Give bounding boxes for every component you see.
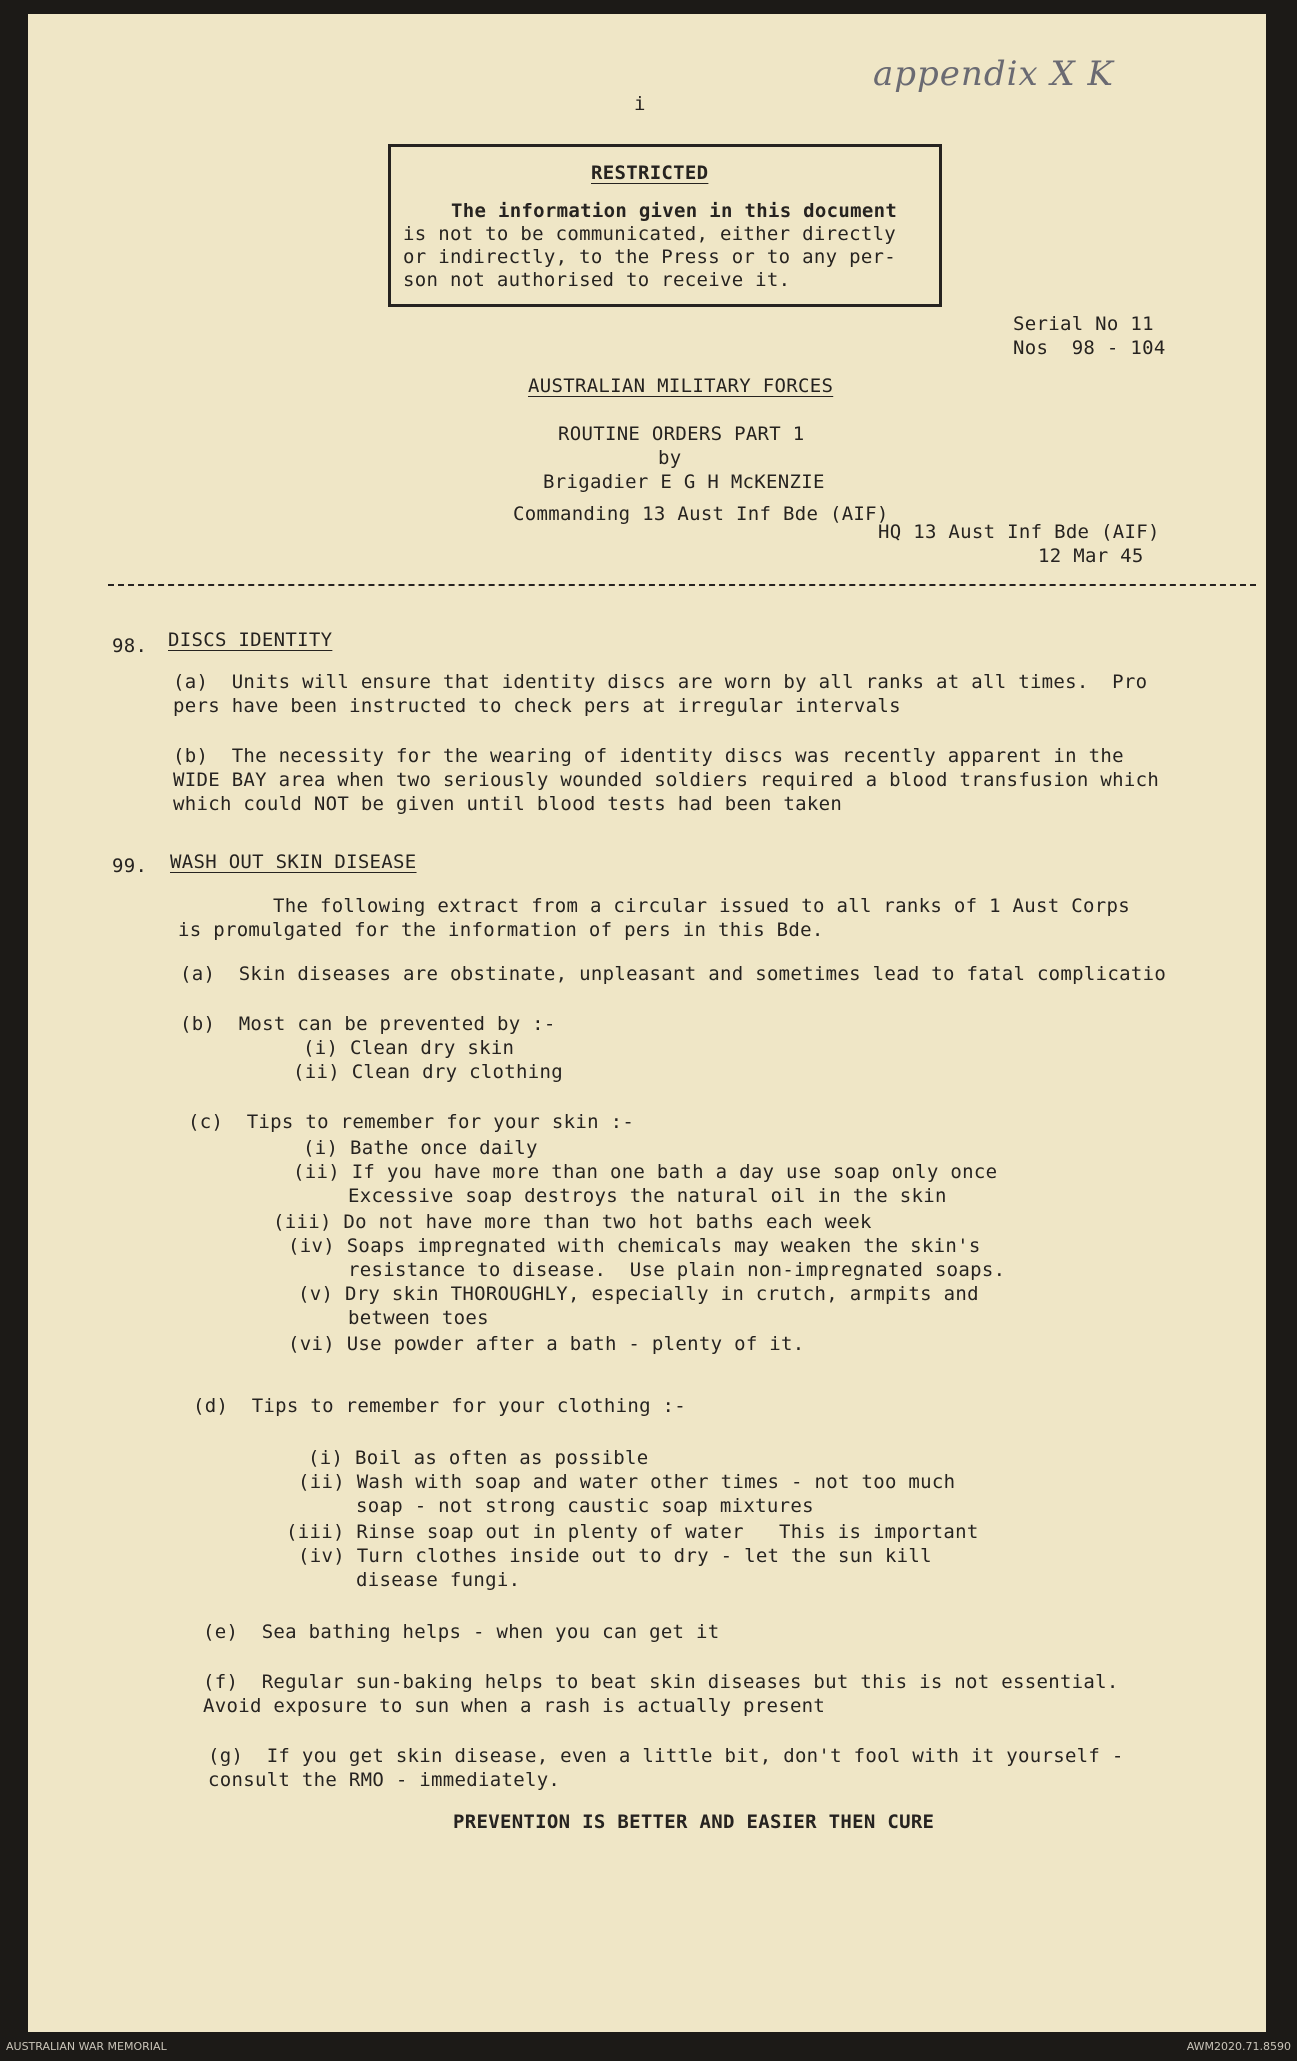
- sub-item: (ii) If you have more than one bath a day use soap only once: [293, 1161, 998, 1183]
- item-c: (c) Tips to remember for your skin :-: [188, 1111, 635, 1133]
- order-number: 99.: [112, 855, 148, 877]
- sub-item: (vi) Use powder after a bath - plenty of it.: [288, 1333, 805, 1355]
- by-line: by: [658, 447, 682, 469]
- sub-item: (v) Dry skin THOROUGHLY, especially in crutch, armpits and: [298, 1283, 979, 1305]
- sub-item: (i) Bathe once daily: [303, 1137, 538, 1159]
- sub-item: (i) Clean dry skin: [303, 1037, 515, 1059]
- hq-location: HQ 13 Aust Inf Bde (AIF): [878, 521, 1160, 543]
- sub-item: (iii) Rinse soap out in plenty of water This is important: [286, 1521, 979, 1543]
- sub-item-continuation: disease fungi.: [356, 1569, 521, 1591]
- intro-line: The following extract from a circular issued to all ranks of 1 Aust Corps: [273, 895, 1130, 917]
- item-f-continuation: Avoid exposure to sun when a rash is actually present: [203, 1695, 826, 1717]
- sub-item-continuation: soap - not strong caustic soap mixtures: [356, 1495, 814, 1517]
- document-title: ROUTINE ORDERS PART 1: [558, 423, 805, 445]
- item-d: (d) Tips to remember for your clothing :-: [193, 1395, 687, 1417]
- command-line: Commanding 13 Aust Inf Bde (AIF): [513, 503, 889, 525]
- sub-item: (i) Boil as often as possible: [308, 1447, 649, 1469]
- handwritten-annotation: appendix X K: [873, 54, 1114, 94]
- order-line: which could NOT be given until blood tests had been taken: [173, 793, 843, 815]
- item-g-continuation: consult the RMO - immediately.: [208, 1769, 561, 1791]
- order-line: WIDE BAY area when two seriously wounded soldiers required a blood transfusion which: [173, 769, 1160, 791]
- document-page: [28, 14, 1266, 2032]
- sub-item: (iv) Soaps impregnated with chemicals may weaken the skin's: [288, 1235, 981, 1257]
- sub-item: (iii) Do not have more than two hot baths each week: [273, 1211, 872, 1233]
- order-line: pers have been instructed to check pers at irregular intervals: [173, 695, 901, 717]
- closing-line: PREVENTION IS BETTER AND EASIER THEN CURE: [453, 1811, 935, 1833]
- order-line: (a) Units will ensure that identity discs are worn by all ranks at all times. Pro: [173, 671, 1148, 693]
- archive-footer: [0, 2033, 1297, 2061]
- serial-number: Serial No 11: [1013, 313, 1154, 335]
- restricted-heading: RESTRICTED: [591, 162, 709, 184]
- sub-item-continuation: Excessive soap destroys the natural oil in the skin: [348, 1185, 947, 1207]
- restricted-line: son not authorised to receive it.: [403, 269, 791, 291]
- item-a: (a) Skin diseases are obstinate, unpleasant and sometimes lead to fatal complicatio: [180, 963, 1167, 985]
- sub-item: (iv) Turn clothes inside out to dry - let the sun kill: [298, 1545, 932, 1567]
- sub-item-continuation: between toes: [348, 1307, 489, 1329]
- sub-item: (ii) Clean dry clothing: [293, 1061, 563, 1083]
- item-f: (f) Regular sun-baking helps to beat skin diseases but this is not essential.: [203, 1671, 1119, 1693]
- order-numbers: Nos 98 - 104: [1013, 337, 1166, 359]
- org-heading: AUSTRALIAN MILITARY FORCES: [528, 375, 834, 397]
- item-e: (e) Sea bathing helps - when you can get it: [203, 1621, 720, 1643]
- header-divider: [108, 584, 1256, 586]
- order-title: WASH OUT SKIN DISEASE: [170, 851, 417, 873]
- restricted-line: is not to be communicated, either directly: [403, 223, 897, 245]
- item-g: (g) If you get skin disease, even a little bit, don't fool with it yourself -: [208, 1745, 1124, 1767]
- restricted-line: or indirectly, to the Press or to any per-: [403, 246, 897, 268]
- order-line: (b) The necessity for the wearing of identity discs was recently apparent in the: [173, 745, 1124, 767]
- order-number: 98.: [112, 635, 148, 657]
- catalogue-number: AWM2020.71.8590: [1186, 2040, 1291, 2053]
- officer-name: Brigadier E G H McKENZIE: [543, 471, 825, 493]
- archive-name: AUSTRALIAN WAR MEMORIAL: [6, 2040, 167, 2053]
- order-title: DISCS IDENTITY: [168, 629, 333, 651]
- restricted-line: The information given in this document: [451, 200, 898, 222]
- sub-item-continuation: resistance to disease. Use plain non-impregnated soaps.: [348, 1259, 1006, 1281]
- restricted-notice: [388, 144, 942, 307]
- issue-date: 12 Mar 45: [1038, 545, 1144, 567]
- page-mark: i: [634, 93, 646, 115]
- sub-item: (ii) Wash with soap and water other times - not too much: [298, 1471, 956, 1493]
- intro-line: is promulgated for the information of pers in this Bde.: [178, 919, 824, 941]
- item-b: (b) Most can be prevented by :-: [180, 1013, 556, 1035]
